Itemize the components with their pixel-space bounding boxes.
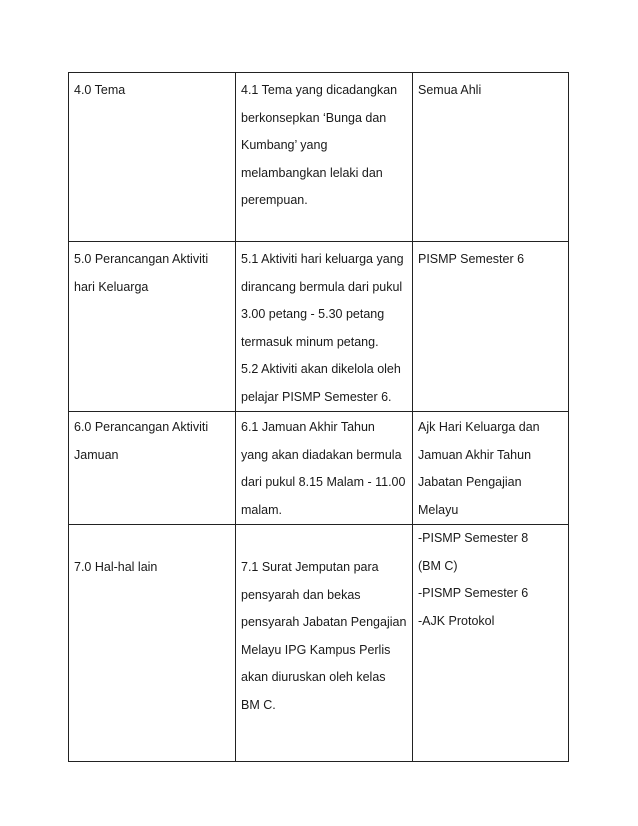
details-line: BM C. <box>241 697 276 712</box>
responsible-line: Jamuan Akhir Tahun <box>418 447 532 462</box>
responsible-line: Semua Ahli <box>418 83 482 97</box>
details-cell <box>236 525 413 762</box>
section-line: 4.0 Tema <box>74 83 126 97</box>
responsible-cell <box>413 242 569 412</box>
details-line: 3.00 petang - 5.30 petang <box>241 307 385 321</box>
details-line: dari pukul 8.15 Malam - 11.00 <box>241 475 406 489</box>
details-line: 7.1 Surat Jemputan para <box>241 560 379 574</box>
responsible-cell <box>413 412 569 525</box>
details-line: Melayu IPG Kampus Perlis <box>241 642 391 657</box>
details-line: dirancang bermula dari pukul <box>241 279 403 294</box>
minutes-table <box>68 72 569 762</box>
details-cell <box>236 412 413 525</box>
section-cell <box>69 73 236 242</box>
details-line: pensyarah Jabatan Pengajian <box>241 615 407 629</box>
section-cell <box>69 525 236 762</box>
details-line: 4.1 Tema yang dicadangkan <box>241 83 398 97</box>
details-line: yang akan diadakan bermula <box>241 447 402 462</box>
section-line: 5.0 Perancangan Aktiviti <box>74 252 209 266</box>
responsible-line: Melayu <box>418 502 459 517</box>
details-line: Kumbang’ yang <box>241 138 328 152</box>
responsible-line: Ajk Hari Keluarga dan <box>418 420 540 434</box>
details-line: pensyarah dan bekas <box>241 587 361 602</box>
responsible-cell <box>413 73 569 242</box>
table-row <box>69 525 569 762</box>
details-cell <box>236 73 413 242</box>
responsible-line: -PISMP Semester 8 <box>418 531 529 545</box>
responsible-line: (BM C) <box>418 558 458 573</box>
details-line: 5.2 Aktiviti akan dikelola oleh <box>241 362 401 376</box>
details-line: pelajar PISMP Semester 6. <box>241 389 392 404</box>
table-row <box>69 412 569 525</box>
responsible-line: PISMP Semester 6 <box>418 252 525 266</box>
details-line: berkonsepkan ‘Bunga dan <box>241 110 387 125</box>
section-line: Jamuan <box>74 447 119 462</box>
details-line: perempuan. <box>241 193 308 207</box>
table-row <box>69 242 569 412</box>
details-line: akan diuruskan oleh kelas <box>241 670 386 684</box>
responsible-line: Jabatan Pengajian <box>418 475 522 489</box>
responsible-line: -PISMP Semester 6 <box>418 586 529 600</box>
details-line: melambangkan lelaki dan <box>241 165 383 180</box>
section-line: hari Keluarga <box>74 279 149 294</box>
section-line: 7.0 Hal-hal lain <box>74 560 158 574</box>
details-cell <box>236 242 413 412</box>
responsible-line: -AJK Protokol <box>418 613 495 628</box>
details-line: termasuk minum petang. <box>241 334 379 349</box>
section-cell <box>69 242 236 412</box>
table-row <box>69 73 569 242</box>
details-line: 6.1 Jamuan Akhir Tahun <box>241 420 375 434</box>
details-line: malam. <box>241 502 282 517</box>
responsible-cell <box>413 525 569 762</box>
section-line: 6.0 Perancangan Aktiviti <box>74 420 209 434</box>
details-line: 5.1 Aktiviti hari keluarga yang <box>241 252 404 266</box>
section-cell <box>69 412 236 525</box>
